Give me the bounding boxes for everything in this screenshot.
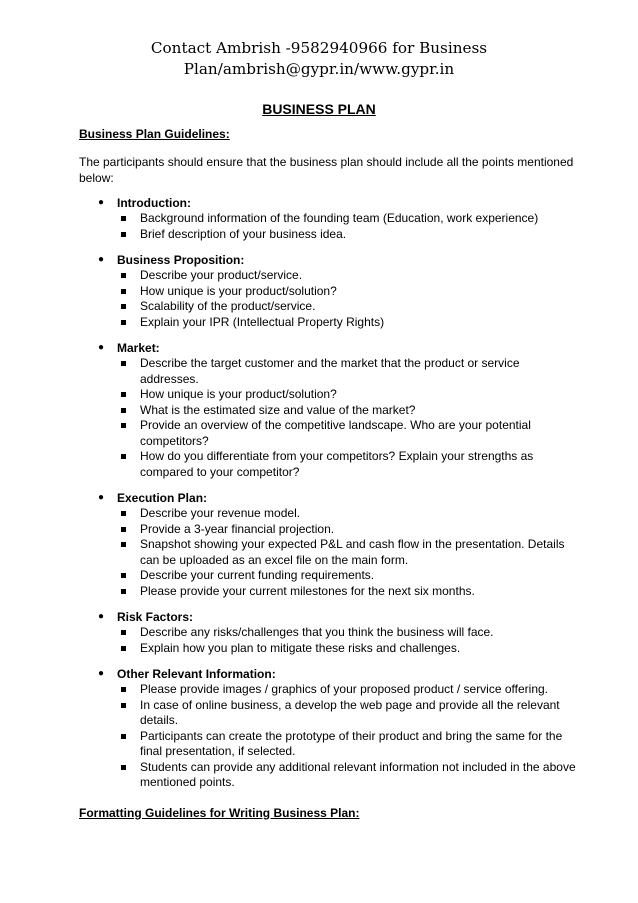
list-item-text: Describe your current funding requirements. bbox=[140, 568, 375, 582]
bullet-dot-icon: ● bbox=[98, 492, 105, 503]
section-title: Introduction: bbox=[117, 196, 191, 210]
bullet-square-icon bbox=[121, 216, 126, 221]
list-item bbox=[117, 698, 579, 729]
list-item bbox=[117, 211, 579, 227]
list-item bbox=[117, 537, 579, 568]
list-item bbox=[117, 625, 579, 641]
section-items bbox=[117, 211, 579, 242]
list-item bbox=[117, 299, 579, 315]
bullet-square-icon bbox=[121, 232, 126, 237]
list-item-text: Brief description of your business idea. bbox=[140, 226, 347, 241]
section-items bbox=[117, 682, 579, 791]
list-item bbox=[117, 522, 579, 538]
bullet-square-icon bbox=[121, 273, 126, 278]
list-item bbox=[117, 227, 579, 243]
list-item bbox=[117, 568, 579, 584]
bullet-square-icon bbox=[121, 289, 126, 294]
section-item bbox=[79, 195, 579, 242]
bullet-square-icon bbox=[121, 304, 126, 309]
section-title: Execution Plan: bbox=[117, 491, 208, 505]
section-items bbox=[117, 506, 579, 599]
guidelines-heading: Business Plan Guidelines: bbox=[79, 127, 230, 141]
list-item-text: Describe your product/service. bbox=[140, 268, 303, 282]
intro-paragraph: The participants should ensure that the business plan should include all the points mentioned below: bbox=[79, 155, 574, 185]
section-item bbox=[79, 252, 579, 330]
list-item-text: How unique is your product/solution? bbox=[140, 387, 337, 401]
list-item bbox=[117, 403, 579, 419]
bullet-square-icon bbox=[121, 511, 126, 516]
bullet-dot-icon: ● bbox=[98, 668, 105, 679]
bullet-square-icon bbox=[121, 454, 126, 459]
bullet-square-icon bbox=[121, 527, 126, 532]
list-item bbox=[117, 268, 579, 284]
bullet-square-icon bbox=[121, 703, 126, 708]
list-item-text: Provide a 3-year financial projection. bbox=[140, 521, 335, 536]
bullet-square-icon bbox=[121, 573, 126, 578]
bullet-square-icon bbox=[121, 392, 126, 397]
list-item bbox=[117, 729, 579, 760]
list-item-text: Explain how you plan to mitigate these risks and challenges. bbox=[140, 640, 461, 655]
bullet-square-icon bbox=[121, 423, 126, 428]
list-item bbox=[117, 418, 579, 449]
section-item bbox=[79, 609, 579, 656]
bullet-dot-icon: ● bbox=[98, 197, 105, 208]
bullet-dot-icon: ● bbox=[98, 342, 105, 353]
bullet-square-icon bbox=[121, 734, 126, 739]
header-line-2: Plan/ambrish@gypr.in/www.gypr.in bbox=[183, 60, 455, 78]
bullet-square-icon bbox=[121, 408, 126, 413]
list-item bbox=[117, 584, 579, 600]
section-items bbox=[117, 268, 579, 330]
bullet-square-icon bbox=[121, 646, 126, 651]
list-item-text: What is the estimated size and value of the market? bbox=[140, 402, 416, 417]
section-items bbox=[117, 356, 579, 480]
list-item-text: Describe the target customer and the market that the product or service addresses. bbox=[140, 356, 520, 386]
bullet-square-icon bbox=[121, 630, 126, 635]
list-item-text: Participants can create the prototype of their product and bring the same for the final presentation, if selected. bbox=[140, 728, 563, 758]
list-item bbox=[117, 682, 579, 698]
sections-list bbox=[79, 195, 579, 791]
list-item-text: In case of online business, a develop the web page and provide all the relevant details. bbox=[140, 697, 560, 727]
list-item-text: Explain your IPR (Intellectual Property Rights) bbox=[140, 314, 385, 329]
bullet-dot-icon: ● bbox=[98, 611, 105, 622]
list-item bbox=[117, 315, 579, 331]
section-title: Market: bbox=[117, 341, 160, 355]
document-title: BUSINESS PLAN bbox=[262, 101, 376, 117]
list-item-text: Background information of the founding team (Education, work experience) bbox=[140, 211, 539, 225]
list-item-text: Scalability of the product/service. bbox=[140, 299, 316, 313]
list-item-text: Please provide images / graphics of your proposed product / service offering. bbox=[140, 682, 548, 696]
list-item-text: Students can provide any additional relevant information not included in the above mentioned points. bbox=[140, 759, 576, 789]
list-item bbox=[117, 284, 579, 300]
list-item-text: Describe your revenue model. bbox=[140, 506, 301, 520]
section-item bbox=[79, 340, 579, 480]
document-body bbox=[79, 126, 579, 821]
list-item bbox=[117, 641, 579, 657]
list-item-text: How unique is your product/solution? bbox=[140, 283, 337, 298]
page-header bbox=[0, 38, 638, 80]
bullet-square-icon bbox=[121, 320, 126, 325]
list-item-text: Describe any risks/challenges that you think the business will face. bbox=[140, 625, 494, 639]
section-title: Business Proposition: bbox=[117, 253, 245, 267]
section-title: Risk Factors: bbox=[117, 610, 194, 624]
bullet-dot-icon: ● bbox=[98, 254, 105, 265]
list-item-text: How do you differentiate from your competitors? Explain your strengths as compared to your competitor? bbox=[140, 449, 534, 479]
list-item bbox=[117, 356, 579, 387]
section-items bbox=[117, 625, 579, 656]
list-item-text: Snapshot showing your expected P&L and cash flow in the presentation. Details can be uploaded as an excel file on the main form. bbox=[140, 537, 565, 567]
header-line-1: Contact Ambrish -9582940966 for Business bbox=[150, 39, 488, 57]
list-item bbox=[117, 760, 579, 791]
formatting-guidelines-heading: Formatting Guidelines for Writing Business Plan: bbox=[79, 805, 360, 820]
list-item bbox=[117, 506, 579, 522]
bullet-square-icon bbox=[121, 687, 126, 692]
list-item-text: Please provide your current milestones for the next six months. bbox=[140, 583, 475, 598]
section-item bbox=[79, 490, 579, 599]
section-item bbox=[79, 666, 579, 791]
bullet-square-icon bbox=[121, 765, 126, 770]
bullet-square-icon bbox=[121, 542, 126, 547]
section-title: Other Relevant Information: bbox=[117, 667, 276, 681]
list-item bbox=[117, 387, 579, 403]
list-item-text: Provide an overview of the competitive landscape. Who are your potential competitors? bbox=[140, 418, 531, 448]
list-item bbox=[117, 449, 579, 480]
bullet-square-icon bbox=[121, 361, 126, 366]
bullet-square-icon bbox=[121, 589, 126, 594]
